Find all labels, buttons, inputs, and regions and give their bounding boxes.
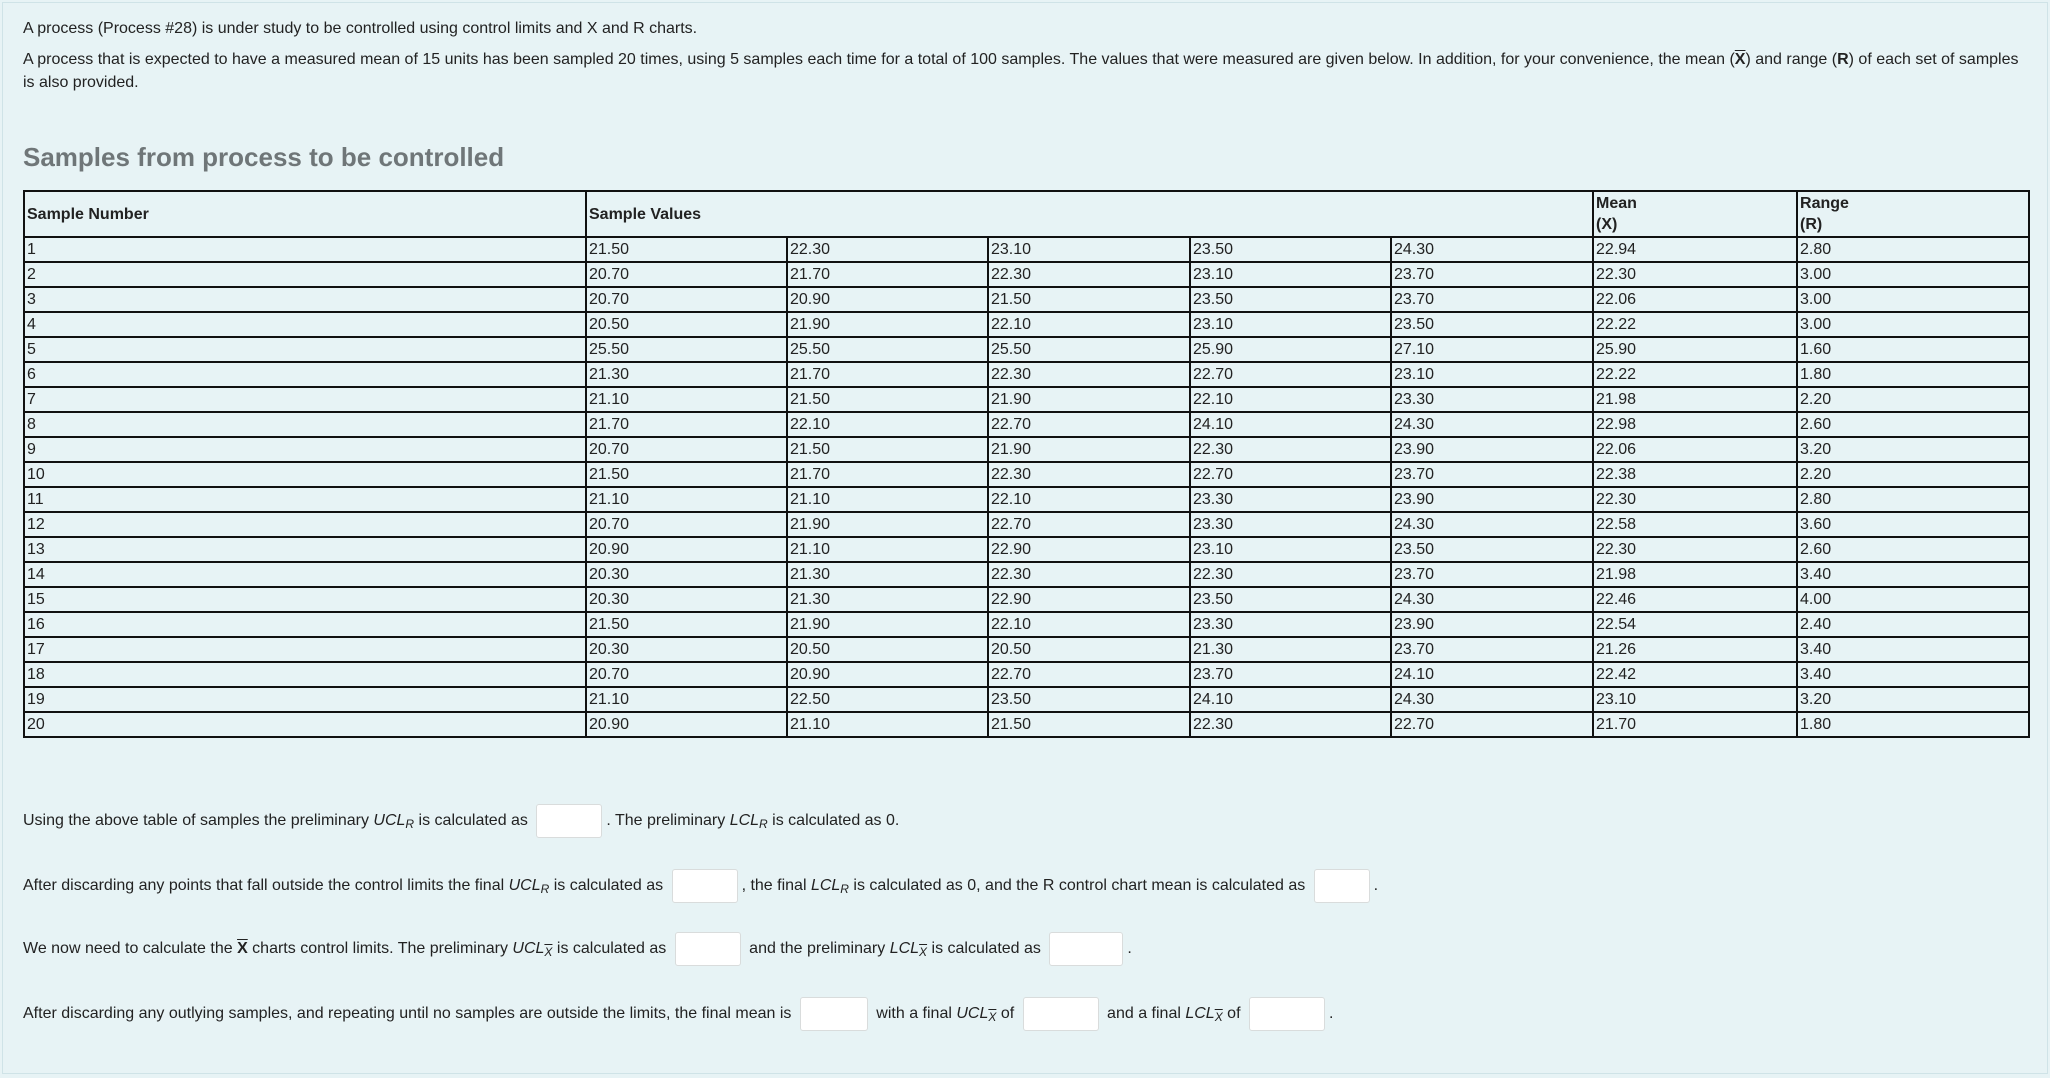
- q3-text-c: is calculated as: [552, 940, 671, 958]
- table-row: [24, 537, 2029, 562]
- cell-value-2: 22.10: [787, 412, 988, 437]
- table-row: [24, 312, 2029, 337]
- cell-range: 3.20: [1797, 687, 2029, 712]
- cell-mean: 22.22: [1593, 312, 1797, 337]
- cell-value-1: 20.30: [586, 637, 787, 662]
- final-ucl-xbar-input[interactable]: [1023, 997, 1099, 1031]
- lcl-r-symbol: [810, 877, 849, 897]
- cell-value-5: 24.30: [1391, 687, 1593, 712]
- cell-range: 3.00: [1797, 287, 2029, 312]
- cell-sample-number: 14: [24, 562, 586, 587]
- cell-value-1: 21.50: [586, 462, 787, 487]
- cell-mean: 22.30: [1593, 487, 1797, 512]
- cell-value-2: 21.90: [787, 612, 988, 637]
- cell-value-3: 22.30: [988, 362, 1190, 387]
- lcl-text: LCL: [1185, 1005, 1215, 1023]
- header-sample-values: Sample Values: [586, 191, 1593, 237]
- q4-text-f: .: [1328, 1005, 1334, 1023]
- cell-range: 3.00: [1797, 312, 2029, 337]
- cell-mean: 21.98: [1593, 387, 1797, 412]
- lcl-text: LCL: [810, 877, 841, 895]
- cell-value-4: 23.50: [1190, 237, 1391, 262]
- q2-text-e: .: [1373, 877, 1379, 895]
- cell-value-1: 20.50: [586, 312, 787, 337]
- cell-mean: 22.06: [1593, 287, 1797, 312]
- cell-value-4: 23.70: [1190, 662, 1391, 687]
- cell-sample-number: 8: [24, 412, 586, 437]
- cell-value-3: 21.50: [988, 287, 1190, 312]
- cell-value-3: 22.10: [988, 487, 1190, 512]
- ucl-text: UCL: [956, 1005, 989, 1023]
- question-4: [23, 997, 1333, 1031]
- cell-value-5: 24.10: [1391, 662, 1593, 687]
- q3-text-d: and the preliminary: [744, 940, 890, 958]
- cell-mean: 22.06: [1593, 437, 1797, 462]
- q3-text-b: charts control limits. The preliminary: [247, 940, 513, 958]
- cell-value-5: 23.70: [1391, 287, 1593, 312]
- intro-r-symbol: R: [1837, 51, 1849, 68]
- cell-value-3: 22.70: [988, 512, 1190, 537]
- r-subscript: R: [759, 817, 768, 832]
- table-row: [24, 462, 2029, 487]
- cell-sample-number: 7: [24, 387, 586, 412]
- cell-sample-number: 19: [24, 687, 586, 712]
- cell-value-3: 22.10: [988, 612, 1190, 637]
- cell-value-2: 21.10: [787, 487, 988, 512]
- cell-range: 2.60: [1797, 412, 2029, 437]
- ucl-xbar-symbol: [956, 1005, 997, 1025]
- cell-value-4: 24.10: [1190, 687, 1391, 712]
- ucl-text: UCL: [508, 877, 541, 895]
- ucl-text: UCL: [512, 940, 545, 958]
- cell-range: 3.40: [1797, 662, 2029, 687]
- cell-value-1: 20.30: [586, 562, 787, 587]
- cell-value-5: 24.30: [1391, 412, 1593, 437]
- q1-text-a: Using the above table of samples the preliminary: [23, 812, 374, 830]
- table-row: [24, 687, 2029, 712]
- preliminary-ucl-xbar-input[interactable]: [675, 932, 741, 966]
- q2-text-d: is calculated as 0, and the R control chart mean is calculated as: [848, 877, 1310, 895]
- cell-mean: 25.90: [1593, 337, 1797, 362]
- table-row: [24, 262, 2029, 287]
- cell-value-4: 21.30: [1190, 637, 1391, 662]
- cell-value-3: 22.90: [988, 587, 1190, 612]
- question-2: [23, 869, 1378, 903]
- cell-value-5: 23.70: [1391, 262, 1593, 287]
- q4-text-c: of: [996, 1005, 1019, 1023]
- cell-value-2: 21.70: [787, 462, 988, 487]
- cell-range: 3.40: [1797, 562, 2029, 587]
- cell-value-2: 20.90: [787, 662, 988, 687]
- cell-value-1: 21.70: [586, 412, 787, 437]
- q4-text-b: with a final: [871, 1005, 957, 1023]
- table-row: [24, 237, 2029, 262]
- cell-value-3: 22.30: [988, 562, 1190, 587]
- ucl-xbar-symbol: [512, 940, 553, 960]
- cell-value-2: 21.30: [787, 562, 988, 587]
- table-row: [24, 637, 2029, 662]
- cell-range: 2.80: [1797, 487, 2029, 512]
- cell-value-1: 21.10: [586, 487, 787, 512]
- cell-sample-number: 1: [24, 237, 586, 262]
- cell-value-1: 20.70: [586, 287, 787, 312]
- cell-value-3: 22.30: [988, 262, 1190, 287]
- cell-value-1: 20.70: [586, 437, 787, 462]
- cell-range: 4.00: [1797, 587, 2029, 612]
- intro-line-2: [23, 48, 2033, 94]
- cell-value-4: 23.30: [1190, 512, 1391, 537]
- cell-value-2: 22.50: [787, 687, 988, 712]
- q4-text-e: of: [1222, 1005, 1245, 1023]
- cell-value-5: 23.90: [1391, 612, 1593, 637]
- cell-sample-number: 17: [24, 637, 586, 662]
- x-subscript: X: [1214, 1010, 1223, 1025]
- cell-value-1: 20.90: [586, 537, 787, 562]
- table-row: [24, 712, 2029, 737]
- cell-range: 2.60: [1797, 537, 2029, 562]
- cell-value-1: 21.50: [586, 237, 787, 262]
- cell-mean: 22.54: [1593, 612, 1797, 637]
- ucl-text: UCL: [373, 812, 406, 830]
- q1-text-b: is calculated as: [414, 812, 533, 830]
- cell-value-5: 23.70: [1391, 462, 1593, 487]
- table-row: [24, 387, 2029, 412]
- lcl-xbar-symbol: [889, 940, 928, 960]
- cell-value-1: 25.50: [586, 337, 787, 362]
- cell-value-2: 21.50: [787, 387, 988, 412]
- cell-mean: 22.58: [1593, 512, 1797, 537]
- q1-text-c: . The preliminary: [606, 812, 730, 830]
- cell-sample-number: 13: [24, 537, 586, 562]
- header-mean-line1: Mean: [1596, 195, 1637, 212]
- q3-text-f: .: [1127, 940, 1132, 958]
- final-ucl-r-input[interactable]: [672, 869, 738, 903]
- cell-range: 1.80: [1797, 712, 2029, 737]
- table-row: [24, 337, 2029, 362]
- cell-range: 3.20: [1797, 437, 2029, 462]
- table-row: [24, 412, 2029, 437]
- header-range-line2: (R): [1800, 216, 1823, 233]
- cell-range: 2.20: [1797, 387, 2029, 412]
- lcl-xbar-symbol: [1185, 1005, 1223, 1025]
- header-mean: [1593, 191, 1797, 237]
- table-row: [24, 437, 2029, 462]
- cell-value-2: 21.70: [787, 262, 988, 287]
- intro-xbar-symbol: $\overline{X}$: [1734, 51, 1746, 68]
- intro-text-c: ) of each set of samples is also provided.: [23, 51, 2019, 91]
- preliminary-lcl-xbar-input[interactable]: [1049, 932, 1123, 966]
- cell-value-5: 23.50: [1391, 537, 1593, 562]
- question-3: [23, 932, 1132, 966]
- cell-value-1: 20.70: [586, 512, 787, 537]
- header-range: [1797, 191, 2029, 237]
- cell-mean: 22.30: [1593, 537, 1797, 562]
- r-subscript: R: [405, 817, 415, 832]
- cell-value-5: 24.30: [1391, 587, 1593, 612]
- cell-mean: 22.46: [1593, 587, 1797, 612]
- table-row: [24, 562, 2029, 587]
- cell-sample-number: 9: [24, 437, 586, 462]
- cell-mean: 21.98: [1593, 562, 1797, 587]
- cell-sample-number: 2: [24, 262, 586, 287]
- final-lcl-xbar-input[interactable]: [1249, 997, 1325, 1031]
- cell-mean: 22.22: [1593, 362, 1797, 387]
- cell-sample-number: 12: [24, 512, 586, 537]
- page: [2, 2, 2048, 1074]
- cell-value-5: 27.10: [1391, 337, 1593, 362]
- cell-mean: 22.98: [1593, 412, 1797, 437]
- q2-text-a: After discarding any points that fall outside the control limits the final: [23, 877, 509, 895]
- x-subscript: X: [919, 945, 928, 960]
- cell-value-5: 23.10: [1391, 362, 1593, 387]
- cell-range: 3.60: [1797, 512, 2029, 537]
- lcl-text: LCL: [889, 940, 920, 958]
- cell-value-2: 21.10: [787, 712, 988, 737]
- cell-range: 2.80: [1797, 237, 2029, 262]
- cell-value-4: 22.10: [1190, 387, 1391, 412]
- cell-mean: 22.42: [1593, 662, 1797, 687]
- q1-text-d: is calculated as 0.: [767, 812, 900, 830]
- q2-text-b: is calculated as: [549, 877, 668, 895]
- cell-value-3: 22.70: [988, 662, 1190, 687]
- cell-value-1: 21.10: [586, 387, 787, 412]
- cell-value-5: 23.70: [1391, 562, 1593, 587]
- cell-sample-number: 10: [24, 462, 586, 487]
- cell-range: 3.00: [1797, 262, 2029, 287]
- preliminary-ucl-r-input[interactable]: [536, 804, 602, 838]
- cell-value-2: 20.50: [787, 637, 988, 662]
- cell-value-5: 23.70: [1391, 637, 1593, 662]
- cell-mean: 22.30: [1593, 262, 1797, 287]
- cell-range: 2.40: [1797, 612, 2029, 637]
- cell-value-1: 20.70: [586, 262, 787, 287]
- cell-value-3: 23.50: [988, 687, 1190, 712]
- cell-range: 1.60: [1797, 337, 2029, 362]
- cell-value-4: 23.50: [1190, 287, 1391, 312]
- cell-value-1: 20.90: [586, 712, 787, 737]
- cell-sample-number: 16: [24, 612, 586, 637]
- header-mean-line2: (X): [1596, 216, 1618, 233]
- intro-line-1: A process (Process #28) is under study to be controlled using control limits and X and R charts.: [23, 20, 698, 37]
- cell-sample-number: 15: [24, 587, 586, 612]
- table-header-row: [24, 191, 2029, 237]
- cell-value-2: 20.90: [787, 287, 988, 312]
- r-subscript: R: [840, 882, 849, 897]
- cell-range: 2.20: [1797, 462, 2029, 487]
- ucl-r-symbol: [508, 877, 550, 897]
- samples-table: [23, 190, 2030, 738]
- x-subscript: X: [544, 945, 553, 960]
- cell-sample-number: 18: [24, 662, 586, 687]
- cell-sample-number: 20: [24, 712, 586, 737]
- cell-value-3: 25.50: [988, 337, 1190, 362]
- cell-value-4: 23.30: [1190, 612, 1391, 637]
- cell-sample-number: 6: [24, 362, 586, 387]
- table-row: [24, 487, 2029, 512]
- section-title: Samples from process to be controlled: [23, 142, 505, 172]
- cell-sample-number: 11: [24, 487, 586, 512]
- table-body: [24, 237, 2029, 737]
- cell-sample-number: 5: [24, 337, 586, 362]
- intro-text-b: ) and range (: [1745, 51, 1838, 68]
- cell-value-5: 23.50: [1391, 312, 1593, 337]
- cell-value-1: 21.10: [586, 687, 787, 712]
- r-chart-mean-input[interactable]: [1314, 869, 1370, 903]
- q3-xbar-symbol: $\overline{X}$: [237, 940, 248, 958]
- cell-mean: 22.94: [1593, 237, 1797, 262]
- cell-value-4: 22.30: [1190, 712, 1391, 737]
- cell-value-3: 22.70: [988, 412, 1190, 437]
- cell-value-4: 23.50: [1190, 587, 1391, 612]
- cell-value-5: 22.70: [1391, 712, 1593, 737]
- cell-value-2: 21.10: [787, 537, 988, 562]
- cell-value-3: 21.90: [988, 387, 1190, 412]
- cell-range: 1.80: [1797, 362, 2029, 387]
- table-row: [24, 612, 2029, 637]
- cell-value-1: 21.30: [586, 362, 787, 387]
- table-row: [24, 512, 2029, 537]
- q4-text-a: After discarding any outlying samples, and repeating until no samples are outside the limits, the final mean is: [23, 1005, 796, 1023]
- cell-value-5: 23.30: [1391, 387, 1593, 412]
- cell-range: 3.40: [1797, 637, 2029, 662]
- cell-value-1: 20.70: [586, 662, 787, 687]
- x-subscript: X: [988, 1010, 997, 1025]
- cell-value-2: 21.50: [787, 437, 988, 462]
- cell-value-2: 21.30: [787, 587, 988, 612]
- cell-value-4: 23.10: [1190, 312, 1391, 337]
- cell-value-4: 23.10: [1190, 262, 1391, 287]
- ucl-r-symbol: [373, 812, 415, 832]
- q4-text-d: and a final: [1102, 1005, 1186, 1023]
- cell-value-4: 25.90: [1190, 337, 1391, 362]
- table-row: [24, 587, 2029, 612]
- cell-value-4: 22.30: [1190, 562, 1391, 587]
- cell-value-4: 22.70: [1190, 362, 1391, 387]
- cell-value-4: 23.10: [1190, 537, 1391, 562]
- cell-value-2: 22.30: [787, 237, 988, 262]
- lcl-r-symbol: [729, 812, 768, 832]
- cell-value-3: 20.50: [988, 637, 1190, 662]
- cell-value-4: 22.70: [1190, 462, 1391, 487]
- q3-text-e: is calculated as: [927, 940, 1046, 958]
- content: [23, 17, 2033, 1025]
- cell-sample-number: 4: [24, 312, 586, 337]
- cell-mean: 21.26: [1593, 637, 1797, 662]
- cell-value-4: 22.30: [1190, 437, 1391, 462]
- cell-value-3: 22.10: [988, 312, 1190, 337]
- cell-value-2: 21.70: [787, 362, 988, 387]
- cell-value-3: 21.50: [988, 712, 1190, 737]
- cell-value-2: 21.90: [787, 512, 988, 537]
- intro-text-a: A process that is expected to have a measured mean of 15 units has been sampled 20 times, using 5 samples each time for a total of 100 samples. The values that were measured are given below. In addition, for your convenience, the mean (: [23, 51, 1735, 68]
- cell-value-2: 25.50: [787, 337, 988, 362]
- cell-mean: 23.10: [1593, 687, 1797, 712]
- cell-value-5: 24.30: [1391, 237, 1593, 262]
- cell-value-3: 22.30: [988, 462, 1190, 487]
- final-mean-input[interactable]: [800, 997, 868, 1031]
- lcl-text: LCL: [729, 812, 760, 830]
- question-1: [23, 804, 899, 838]
- cell-value-1: 20.30: [586, 587, 787, 612]
- cell-sample-number: 3: [24, 287, 586, 312]
- table-row: [24, 362, 2029, 387]
- r-subscript: R: [540, 882, 550, 897]
- cell-value-3: 23.10: [988, 237, 1190, 262]
- cell-value-4: 23.30: [1190, 487, 1391, 512]
- table-row: [24, 662, 2029, 687]
- cell-value-4: 24.10: [1190, 412, 1391, 437]
- cell-value-3: 21.90: [988, 437, 1190, 462]
- header-sample-number: Sample Number: [24, 191, 586, 237]
- cell-value-2: 21.90: [787, 312, 988, 337]
- cell-mean: 22.38: [1593, 462, 1797, 487]
- cell-mean: 21.70: [1593, 712, 1797, 737]
- cell-value-1: 21.50: [586, 612, 787, 637]
- cell-value-5: 23.90: [1391, 487, 1593, 512]
- header-range-line1: Range: [1800, 195, 1849, 212]
- q3-text-a: We now need to calculate the: [23, 940, 238, 958]
- cell-value-5: 24.30: [1391, 512, 1593, 537]
- table-row: [24, 287, 2029, 312]
- cell-value-3: 22.90: [988, 537, 1190, 562]
- q2-text-c: , the final: [741, 877, 811, 895]
- cell-value-5: 23.90: [1391, 437, 1593, 462]
